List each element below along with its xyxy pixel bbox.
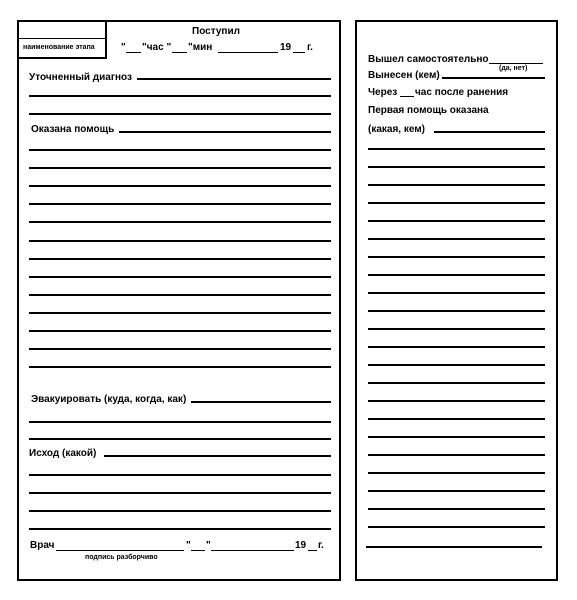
help-line (29, 221, 331, 223)
first-aid-line (368, 346, 545, 348)
help-line (29, 149, 331, 151)
outcome-line (104, 455, 331, 457)
stage-box (17, 20, 107, 59)
help-line (29, 348, 331, 350)
first-aid-label: Первая помощь оказана (368, 105, 489, 116)
walked-hint: (да, нет) (499, 65, 528, 72)
doctor-label: Врач (30, 540, 55, 551)
evacuate-line (29, 438, 331, 440)
arrived-hour-blank (126, 52, 141, 53)
first-aid-line (368, 292, 545, 294)
arrived-year-suffix: г. (307, 42, 313, 53)
through-blank (400, 96, 414, 97)
first-aid-line (368, 256, 545, 258)
doctor-quote-open: " (186, 540, 191, 551)
doctor-day-blank (191, 550, 205, 551)
help-line (29, 167, 331, 169)
arrived-hour-label: "час " (142, 42, 172, 53)
arrived-quote: " (121, 42, 126, 53)
help-line (29, 366, 331, 368)
outcome-line (29, 528, 331, 530)
evacuate-line (191, 401, 331, 403)
help-line (29, 203, 331, 205)
first-aid-line (368, 328, 545, 330)
help-line (29, 312, 331, 314)
doctor-quote-close: " (206, 540, 211, 551)
through-rest: час после ранения (415, 87, 509, 98)
first-aid-line (368, 400, 545, 402)
help-line (119, 131, 331, 133)
help-label: Оказана помощь (31, 124, 115, 135)
first-aid-line (368, 202, 545, 204)
stage-label: наименование этапа (23, 44, 95, 51)
first-aid-line (368, 184, 545, 186)
arrived-min-label: "мин (188, 42, 213, 53)
by-whom-label: (какая, кем) (368, 124, 426, 135)
first-aid-line (368, 148, 545, 150)
help-line (29, 294, 331, 296)
first-aid-line (368, 364, 545, 366)
first-aid-line (368, 454, 545, 456)
arrived-year-prefix: 19 (280, 42, 292, 53)
diagnosis-line (29, 95, 331, 97)
by-whom-line (434, 131, 545, 133)
outcome-line (29, 474, 331, 476)
diagnosis-line (29, 113, 331, 115)
arrived-date-blank (218, 52, 278, 53)
help-line (29, 258, 331, 260)
first-aid-line (368, 310, 545, 312)
outcome-label: Исход (какой) (29, 448, 97, 459)
help-line (29, 276, 331, 278)
help-line (29, 330, 331, 332)
evacuate-line (29, 421, 331, 423)
first-aid-line (368, 472, 545, 474)
outcome-line (29, 492, 331, 494)
first-aid-line (368, 274, 545, 276)
first-aid-line (368, 418, 545, 420)
arrived-title: Поступил (192, 26, 240, 37)
first-aid-line (368, 220, 545, 222)
help-line (29, 185, 331, 187)
carried-line (442, 77, 545, 79)
first-aid-line (368, 166, 545, 168)
walked-label: Вышел самостоятельно (368, 54, 489, 65)
doctor-year-blank (308, 550, 317, 551)
first-aid-line (366, 546, 542, 548)
first-aid-line (368, 382, 545, 384)
diagnosis-label: Уточненный диагноз (29, 72, 133, 83)
outcome-line (29, 510, 331, 512)
diagnosis-line (137, 78, 331, 80)
first-aid-line (368, 526, 545, 528)
first-aid-line (368, 436, 545, 438)
left-panel (17, 20, 341, 581)
doctor-month-blank (211, 550, 294, 551)
first-aid-line (368, 238, 545, 240)
stage-box-divider (17, 38, 107, 39)
first-aid-line (368, 490, 545, 492)
help-line (29, 240, 331, 242)
evacuate-label: Эвакуировать (куда, когда, как) (31, 394, 187, 405)
doctor-year-prefix: 19 (295, 540, 307, 551)
doctor-sign-hint: подпись разборчиво (85, 554, 158, 561)
doctor-sign-blank (56, 550, 184, 551)
arrived-year-blank (293, 52, 305, 53)
through-label: Через (368, 87, 398, 98)
doctor-year-suffix: г. (318, 540, 324, 551)
arrived-min-blank (172, 52, 187, 53)
carried-label: Вынесен (кем) (368, 70, 440, 81)
first-aid-line (368, 508, 545, 510)
